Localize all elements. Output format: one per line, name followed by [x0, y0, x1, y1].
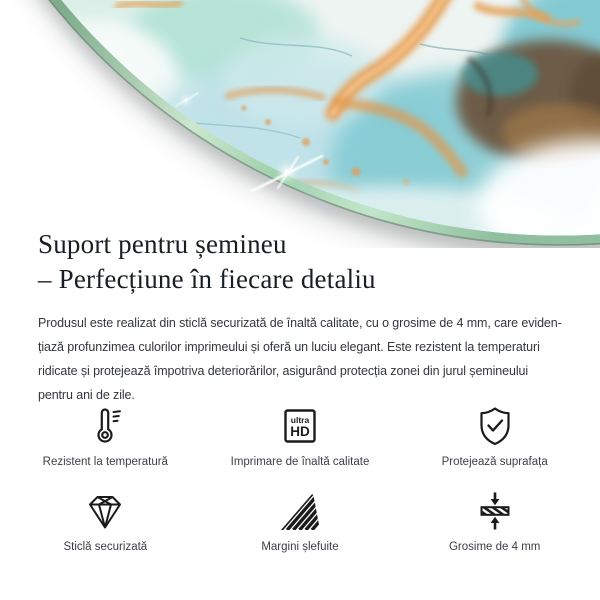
ultra-hd-icon — [278, 403, 322, 449]
page-title — [38, 227, 562, 297]
title-line-2: – Perfecțiune în fiecare detaliu — [38, 264, 376, 294]
feature-label: Grosime de 4 mm — [448, 541, 541, 553]
feature-label: Sticlă securizată — [63, 541, 148, 553]
features-grid — [8, 403, 592, 555]
feature-protects-surface — [397, 403, 592, 470]
shield-check-icon — [473, 403, 517, 449]
feature-tempered-glass — [8, 488, 203, 555]
feature-print-quality — [203, 403, 398, 470]
feature-temperature — [8, 403, 203, 470]
feature-label: Protejează suprafața — [441, 456, 548, 468]
thickness-icon — [473, 488, 517, 534]
polished-edges-icon — [278, 488, 322, 534]
feature-polished-edges — [203, 488, 398, 555]
thermometer-icon — [83, 403, 127, 449]
feature-thickness — [397, 488, 592, 555]
feature-label: Margini șlefuite — [261, 541, 339, 553]
title-line-1: Suport pentru șemineu — [38, 229, 287, 259]
product-description: Produsul este realizat din sticlă securizată de înaltă calitate, cu o grosime de 4 mm, care eviden- țiază profunzimea culorilor imprimeului și oferă un luciu elegant. Este rezistent la temperaturi ridicate și protejează împotriva deteriorărilor, asigurând protecția zonei din jurul șemineului pentru ani de zile. — [38, 316, 562, 402]
svg-text:HD: HD — [290, 424, 310, 439]
diamond-icon — [83, 488, 127, 534]
product-image — [0, 0, 600, 248]
svg-text:ultra: ultra — [290, 415, 310, 425]
feature-label: Rezistent la temperatură — [42, 456, 168, 468]
feature-label: Imprimare de înaltă calitate — [230, 456, 370, 468]
